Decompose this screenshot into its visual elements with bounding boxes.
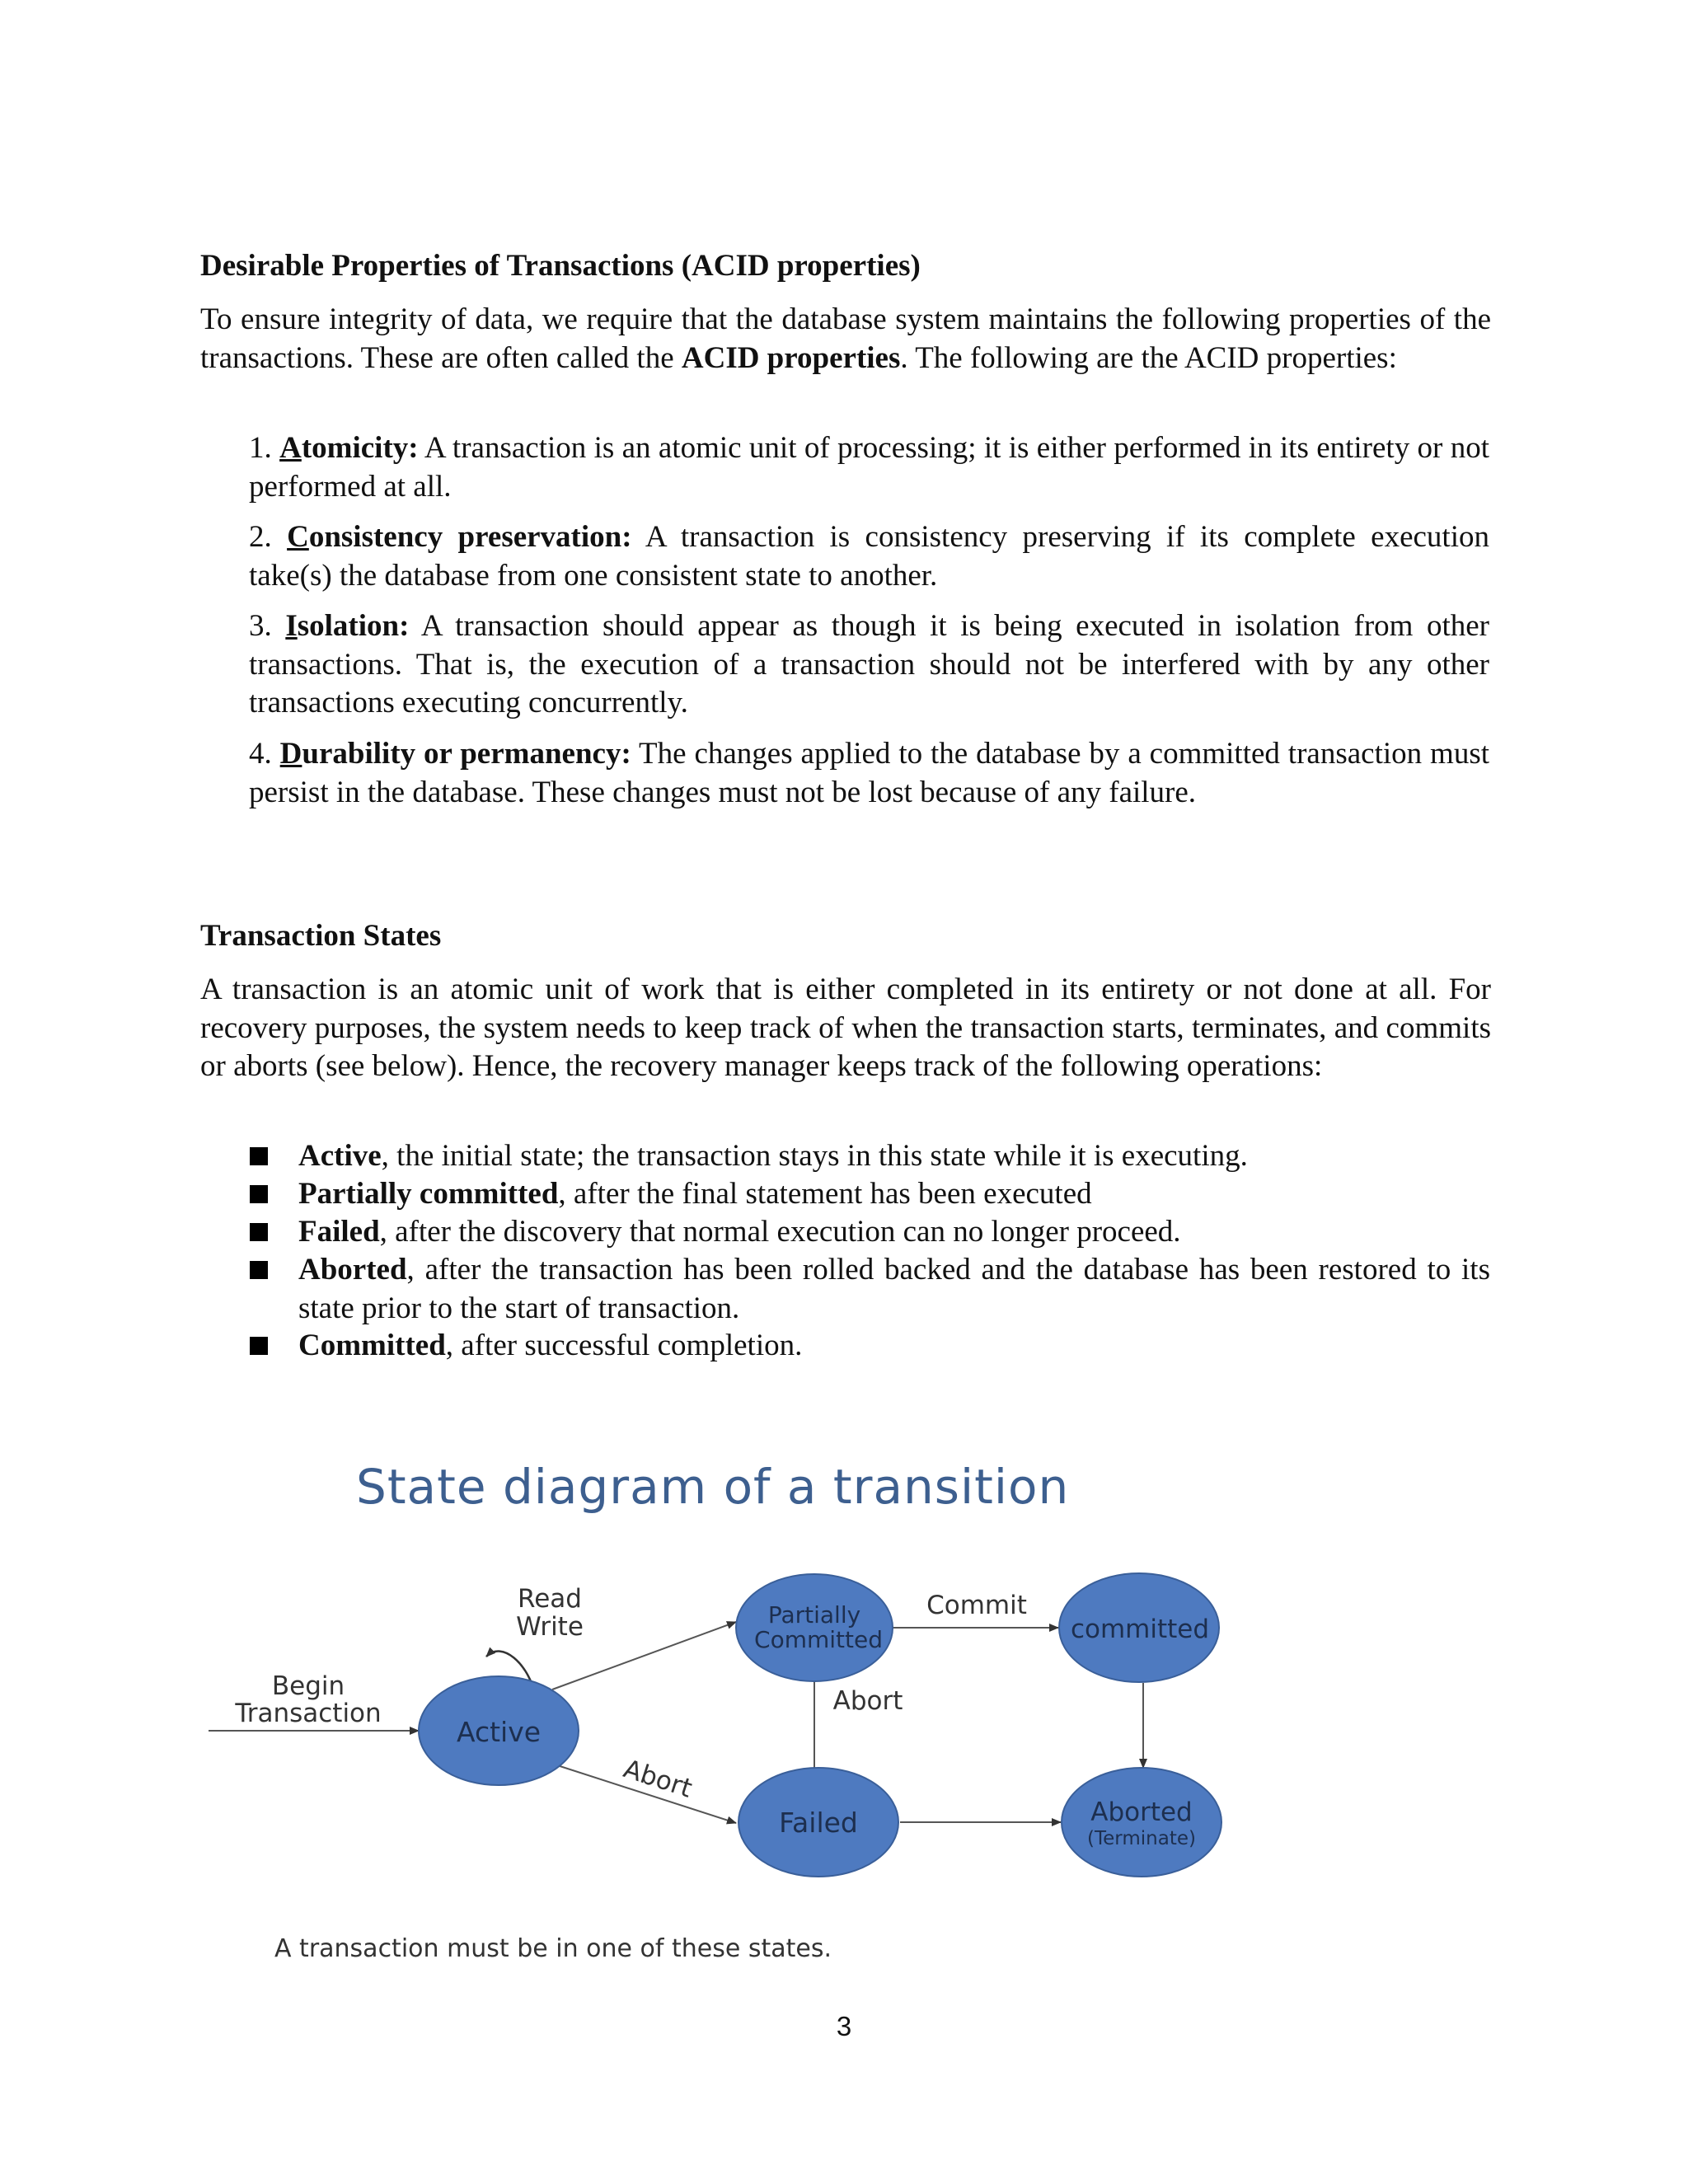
bullet-text: , after the transaction has been rolled backed and the database has been restored to its state prior to the start of transaction.: [298, 1253, 1490, 1325]
acid-item-number: 2.: [249, 520, 272, 554]
bullet-term: Committed: [298, 1329, 446, 1362]
diagram-caption: A transaction must be in one of these states.: [274, 1934, 832, 1963]
acid-item-number: 4.: [249, 737, 272, 771]
node-committed-label: committed: [1070, 1615, 1210, 1644]
node-partially-label-2: Committed: [754, 1626, 883, 1653]
acid-item-text: A transaction is an atomic unit of processing; it is either performed in its entirety or not performed at all.: [249, 431, 1489, 504]
label-abort-vertical: Abort: [832, 1686, 903, 1716]
label-read: Read: [518, 1584, 582, 1614]
bullet-text: , after the final statement has been executed: [558, 1177, 1092, 1211]
acid-term: onsistency preservation:: [308, 520, 632, 554]
bullet-text: , the initial state; the transaction stays in this state while it is executing.: [381, 1139, 1248, 1173]
acid-intro-after: . The following are the ACID properties:: [900, 340, 1397, 375]
acid-intro-bold: ACID properties: [681, 340, 901, 375]
node-aborted-label: Aborted: [1090, 1797, 1193, 1827]
bullet-text: , after successful completion.: [445, 1329, 803, 1362]
acid-intro-before: To ensure integrity of data, we require that the database system maintains the following properties of the transactions. These are often called the: [200, 302, 1491, 375]
acid-term: solation:: [297, 609, 410, 643]
acid-term-first-letter: A: [279, 431, 302, 465]
node-aborted-sublabel: (Terminate): [1087, 1828, 1196, 1849]
bullet-term: Active: [298, 1139, 382, 1173]
acid-heading: Desirable Properties of Transactions (ACID properties): [200, 249, 921, 283]
bullet-text: , after the discovery that normal execution can no longer proceed.: [379, 1215, 1181, 1249]
bullet-term: Aborted: [298, 1253, 407, 1286]
label-begin: Begin: [271, 1671, 345, 1701]
bullet-term: Failed: [298, 1215, 380, 1249]
acid-item-text: A transaction is consistency preserving if its complete execution take(s) the database from one consistent state to another.: [249, 520, 1489, 593]
acid-term-first-letter: D: [279, 737, 302, 771]
acid-term-first-letter: I: [285, 609, 298, 643]
states-heading: Transaction States: [200, 919, 442, 953]
label-abort-diagonal: Abort: [620, 1754, 696, 1804]
states-intro: A transaction is an atomic unit of work that is either completed in its entirety or not done at all. For recovery purposes, the system needs to keep track of when the transaction starts, terminates, and commits or aborts (see below). Hence, the recovery manager keeps track of the following operations:: [200, 972, 1491, 1083]
label-write: Write: [516, 1612, 584, 1642]
acid-item-text: The changes applied to the database by a committed transaction must persist in the database. These changes must not be lost because of any failure.: [249, 737, 1490, 809]
node-active-label: Active: [456, 1716, 542, 1748]
acid-item-text: A transaction should appear as though it is being executed in isolation from other transactions. That is, the execution of a transaction should not be interfered with by any other transactions executing concurrently.: [249, 609, 1489, 719]
page-number: 3: [836, 2011, 852, 2041]
node-failed-label: Failed: [779, 1807, 858, 1839]
diagram-title: State diagram of a transition: [356, 1459, 1070, 1515]
acid-item-number: 3.: [249, 609, 272, 643]
acid-term-first-letter: C: [287, 520, 309, 554]
node-partially-label-1: Partially: [767, 1601, 861, 1629]
acid-item-number: 1.: [249, 431, 272, 465]
bullet-term: Partially committed: [298, 1177, 559, 1211]
label-commit: Commit: [926, 1591, 1027, 1620]
label-transaction: Transaction: [235, 1699, 382, 1728]
acid-term: urability or permanency:: [302, 737, 631, 771]
acid-term: tomicity:: [301, 431, 419, 465]
